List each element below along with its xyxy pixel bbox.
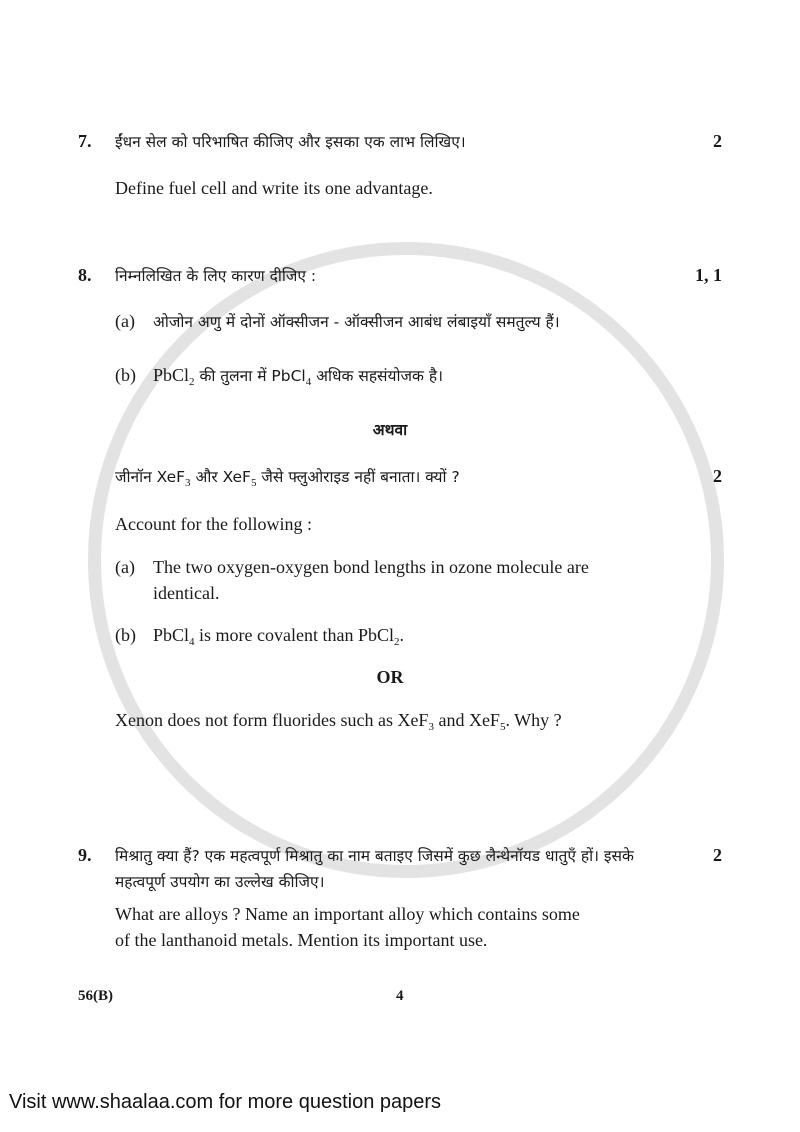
subpart-b-hindi: PbCl$_2$ की तुलना में PbCl$_4$ अधिक सहसंयोजक है। bbox=[153, 365, 443, 388]
paper-code: 56(B) bbox=[78, 988, 113, 1004]
subpart-a-english bbox=[153, 554, 722, 606]
subpart-b-english: PbCl$_4$ is more covalent than PbCl$_2$. bbox=[153, 625, 404, 648]
question-marks: 2 bbox=[713, 131, 722, 151]
site-footer-link[interactable]: Visit www.shaalaa.com for more question papers bbox=[9, 1091, 442, 1113]
subpart-label: (b) bbox=[115, 365, 136, 385]
question-number: 9. bbox=[78, 845, 92, 865]
subpart-label: (a) bbox=[115, 311, 135, 331]
question-number: 7. bbox=[78, 131, 92, 151]
question-text-hindi-line1: मिश्रातु क्या हैं? एक महत्वपूर्ण मिश्रातु का नाम बताइए जिसमें कुछ लैन्थेनॉयड धातुएँ bbox=[115, 847, 576, 865]
question-8 bbox=[78, 262, 722, 733]
question-7 bbox=[78, 128, 722, 201]
question-9 bbox=[78, 842, 722, 953]
question-text-hindi-cont: हों। इसके महत्वपूर्ण उपयोग का उल्लेख कीजिए। bbox=[115, 847, 634, 891]
question-marks: 2 bbox=[713, 466, 722, 486]
question-text-english-cont: of the lanthanoid metals. Mention its important use. bbox=[115, 930, 488, 950]
or-divider-hindi: अथवा bbox=[372, 421, 408, 439]
subpart-label: (a) bbox=[115, 557, 135, 577]
alternative-question-hindi: जीनॉन XeF$_3$ और XeF$_5$ जैसे फ्लुओराइड नहीं बनाता। क्यों ? bbox=[115, 468, 460, 489]
question-intro-hindi: निम्नलिखित के लिए कारण दीजिए : bbox=[115, 267, 317, 285]
subpart-a-english-line1: The two oxygen-oxygen bond lengths in ozone molecule are bbox=[153, 557, 589, 577]
or-divider-english: OR bbox=[376, 667, 404, 687]
question-intro-english: Account for the following : bbox=[115, 514, 312, 534]
question-marks: 2 bbox=[713, 845, 722, 865]
question-number: 8. bbox=[78, 265, 92, 285]
question-text-hindi: ईंधन सेल को परिभाषित कीजिए और इसका एक लाभ लिखिए। bbox=[115, 133, 466, 151]
subpart-a-hindi: ओजोन अणु में दोनों ऑक्सीजन - ऑक्सीजन आबंध लंबाइयाँ समतुल्य हैं। bbox=[153, 313, 560, 331]
subpart-a-english-cont: identical. bbox=[153, 583, 220, 603]
alternative-question-english: Xenon does not form fluorides such as XeF$_3$ and XeF$_5$. Why ? bbox=[115, 710, 562, 733]
subpart-label: (b) bbox=[115, 625, 136, 645]
question-text-hindi bbox=[115, 843, 658, 895]
page-footer bbox=[78, 988, 722, 1008]
question-text-english: Define fuel cell and write its one advantage. bbox=[115, 178, 433, 198]
question-marks: 1, 1 bbox=[695, 265, 722, 285]
page-number: 4 bbox=[396, 988, 404, 1004]
question-text-english bbox=[115, 901, 722, 953]
question-text-english-line1: What are alloys ? Name an important alloy which contains some bbox=[115, 904, 580, 924]
